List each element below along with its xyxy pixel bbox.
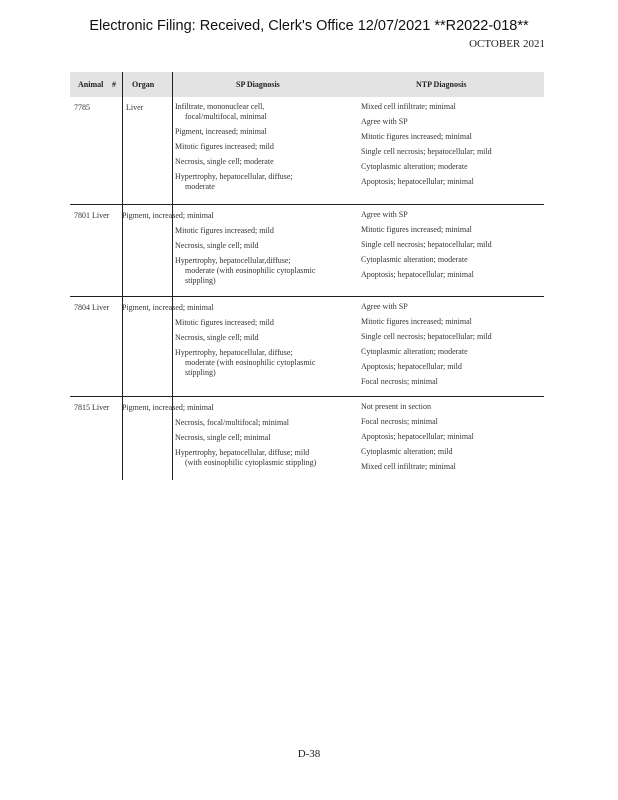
sp-diagnosis-list (175, 418, 345, 473)
sp-diagnosis-list (175, 102, 345, 197)
ntp-entry: Apoptosis; hepatocellular; minimal (361, 270, 474, 279)
organ: Pigment, increased; minimal (122, 211, 214, 220)
col-ntp-diagnosis: NTP Diagnosis (416, 80, 467, 89)
ntp-entry: Mitotic figures increased; minimal (361, 317, 472, 326)
sp-entry: Necrosis, single cell; mild (175, 333, 259, 342)
col-sp-diagnosis: SP Diagnosis (236, 80, 280, 89)
page-number: D-38 (297, 748, 321, 760)
ntp-entry: Apoptosis; hepatocellular; minimal (361, 432, 474, 441)
organ: Pigment, increased; minimal (122, 403, 214, 412)
ntp-diagnosis-list (361, 102, 541, 192)
col-animal: Animal (78, 80, 104, 89)
organ: Pigment, increased; minimal (122, 303, 214, 312)
sp-entry: Necrosis, single cell; mild (175, 241, 259, 250)
column-divider-sp (172, 72, 173, 480)
ntp-entry: Single cell necrosis; hepatocellular; mild (361, 240, 492, 249)
sp-entry: Mitotic figures increased; mild (175, 226, 274, 235)
ntp-entry: Single cell necrosis; hepatocellular; mild (361, 147, 492, 156)
organ: Liver (126, 103, 144, 112)
sp-entry: Hypertrophy, hepatocellular, diffuse; mild (with eosinophilic cytoplasmic stippling) (175, 448, 317, 467)
month-stamp: OCTOBER 2021 (469, 38, 545, 50)
column-divider-organ (122, 72, 123, 480)
ntp-entry: Cytoplasmic alteration; moderate (361, 255, 468, 264)
sp-entry: Mitotic figures increased; mild (175, 318, 274, 327)
sp-entry: Hypertrophy, hepatocellular,diffuse; moderate (with eosinophilic cytoplasmic stippling) (175, 256, 316, 285)
sp-diagnosis-list (175, 318, 345, 383)
ntp-entry: Single cell necrosis; hepatocellular; mild (361, 332, 492, 341)
sp-entry: Infiltrate, mononuclear cell, focal/multifocal, minimal (175, 102, 267, 121)
sp-entry: Necrosis, single cell; minimal (175, 433, 271, 442)
ntp-entry: Mitotic figures increased; minimal (361, 225, 472, 234)
animal-id: 7801 Liver (74, 211, 110, 220)
ntp-entry: Mitotic figures increased; minimal (361, 132, 472, 141)
ntp-diagnosis-list (361, 402, 541, 477)
sp-entry: Necrosis, single cell; moderate (175, 157, 274, 166)
ntp-entry: Cytoplasmic alteration; mild (361, 447, 453, 456)
sp-entry: Pigment, increased; minimal (175, 127, 267, 136)
filing-header: Electronic Filing: Received, Clerk's Office 12/07/2021 **R2022-018** (89, 18, 529, 34)
ntp-entry: Cytoplasmic alteration; moderate (361, 162, 468, 171)
table-header (70, 72, 544, 97)
row-separator (70, 396, 544, 397)
sp-diagnosis-list (175, 226, 345, 291)
ntp-entry: Agree with SP (361, 117, 408, 126)
ntp-entry: Focal necrosis; minimal (361, 377, 438, 386)
ntp-diagnosis-list (361, 210, 541, 285)
row-separator (70, 204, 544, 205)
sp-entry: Necrosis, focal/multifocal; minimal (175, 418, 289, 427)
sp-entry: Mitotic figures increased; mild (175, 142, 274, 151)
animal-id: 7815 Liver (74, 403, 110, 412)
col-organ: Organ (132, 80, 155, 89)
ntp-entry: Agree with SP (361, 210, 408, 219)
ntp-entry: Apoptosis; hepatocellular; minimal (361, 177, 474, 186)
sp-entry: Hypertrophy, hepatocellular, diffuse; moderate (175, 172, 293, 191)
ntp-diagnosis-list (361, 302, 541, 392)
animal-id: 7804 Liver (74, 303, 110, 312)
sp-entry: Hypertrophy, hepatocellular, diffuse; moderate (with eosinophilic cytoplasmic stippling) (175, 348, 316, 377)
ntp-entry: Apoptosis; hepatocellular; mild (361, 362, 462, 371)
ntp-entry: Cytoplasmic alteration; moderate (361, 347, 468, 356)
ntp-entry: Not present in section (361, 402, 431, 411)
row-separator (70, 296, 544, 297)
animal-id: 7785 (74, 103, 90, 112)
ntp-entry: Mixed cell infiltrate; minimal (361, 102, 456, 111)
col-number: # (112, 80, 116, 89)
ntp-entry: Agree with SP (361, 302, 408, 311)
ntp-entry: Focal necrosis; minimal (361, 417, 438, 426)
ntp-entry: Mixed cell infiltrate; minimal (361, 462, 456, 471)
